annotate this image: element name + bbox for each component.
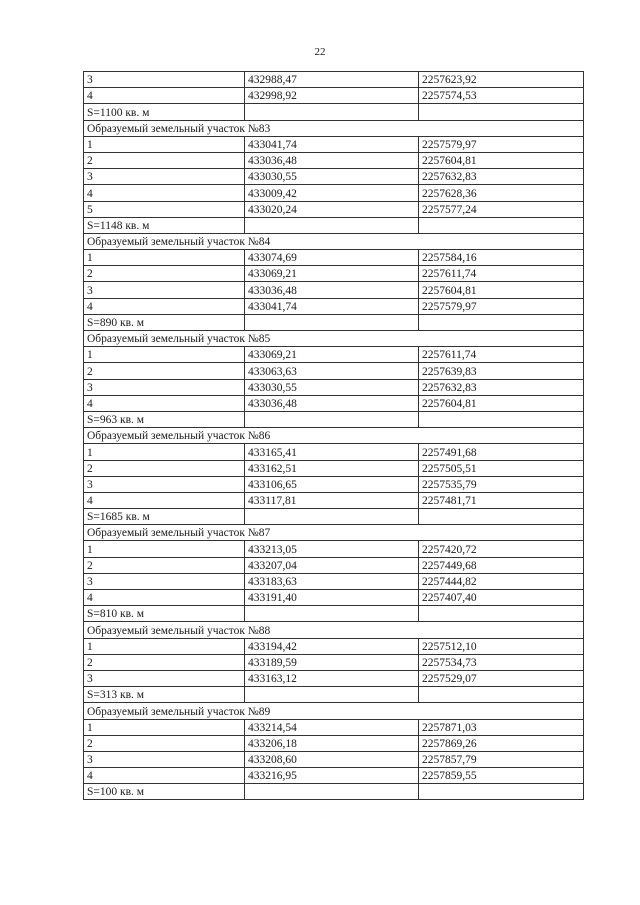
empty-cell bbox=[419, 606, 584, 622]
y-coordinate-cell: 2257444,82 bbox=[419, 573, 584, 589]
section-title-cell: Образуемый земельный участок №84 bbox=[84, 233, 584, 249]
point-row bbox=[84, 282, 584, 298]
point-number-cell: 5 bbox=[84, 201, 245, 217]
point-number-cell: 1 bbox=[84, 136, 245, 152]
y-coordinate-cell: 2257449,68 bbox=[419, 557, 584, 573]
area-row bbox=[84, 606, 584, 622]
x-coordinate-cell: 433036,48 bbox=[245, 282, 419, 298]
section-title-cell: Образуемый земельный участок №87 bbox=[84, 525, 584, 541]
x-coordinate-cell: 433214,54 bbox=[245, 719, 419, 735]
y-coordinate-cell: 2257420,72 bbox=[419, 541, 584, 557]
point-number-cell: 2 bbox=[84, 654, 245, 670]
point-row bbox=[84, 735, 584, 751]
point-row bbox=[84, 185, 584, 201]
point-row bbox=[84, 266, 584, 282]
y-coordinate-cell: 2257534,73 bbox=[419, 654, 584, 670]
section-header-row bbox=[84, 622, 584, 638]
area-row bbox=[84, 104, 584, 120]
y-coordinate-cell: 2257632,83 bbox=[419, 169, 584, 185]
point-row bbox=[84, 201, 584, 217]
area-row bbox=[84, 687, 584, 703]
y-coordinate-cell: 2257611,74 bbox=[419, 266, 584, 282]
point-number-cell: 3 bbox=[84, 670, 245, 686]
point-number-cell: 3 bbox=[84, 379, 245, 395]
point-row bbox=[84, 152, 584, 168]
point-row bbox=[84, 169, 584, 185]
y-coordinate-cell: 2257632,83 bbox=[419, 379, 584, 395]
area-cell: S=1685 кв. м bbox=[84, 509, 245, 525]
empty-cell bbox=[245, 606, 419, 622]
point-number-cell: 1 bbox=[84, 250, 245, 266]
x-coordinate-cell: 433213,05 bbox=[245, 541, 419, 557]
point-row bbox=[84, 590, 584, 606]
y-coordinate-cell: 2257535,79 bbox=[419, 476, 584, 492]
section-title-cell: Образуемый земельный участок №86 bbox=[84, 428, 584, 444]
point-number-cell: 2 bbox=[84, 735, 245, 751]
x-coordinate-cell: 433020,24 bbox=[245, 201, 419, 217]
y-coordinate-cell: 2257604,81 bbox=[419, 152, 584, 168]
empty-cell bbox=[419, 509, 584, 525]
section-header-row bbox=[84, 233, 584, 249]
point-row bbox=[84, 88, 584, 104]
section-header-row bbox=[84, 331, 584, 347]
point-number-cell: 4 bbox=[84, 395, 245, 411]
point-row bbox=[84, 768, 584, 784]
point-row bbox=[84, 638, 584, 654]
point-row bbox=[84, 654, 584, 670]
point-row bbox=[84, 476, 584, 492]
point-row bbox=[84, 72, 584, 88]
x-coordinate-cell: 433069,21 bbox=[245, 347, 419, 363]
area-cell: S=100 кв. м bbox=[84, 784, 245, 800]
point-number-cell: 4 bbox=[84, 492, 245, 508]
point-number-cell: 3 bbox=[84, 72, 245, 88]
empty-cell bbox=[245, 314, 419, 330]
empty-cell bbox=[245, 784, 419, 800]
x-coordinate-cell: 433165,41 bbox=[245, 444, 419, 460]
x-coordinate-cell: 433063,63 bbox=[245, 363, 419, 379]
point-number-cell: 2 bbox=[84, 460, 245, 476]
empty-cell bbox=[419, 104, 584, 120]
x-coordinate-cell: 433036,48 bbox=[245, 395, 419, 411]
coordinates-table bbox=[83, 71, 584, 800]
x-coordinate-cell: 433074,69 bbox=[245, 250, 419, 266]
y-coordinate-cell: 2257579,97 bbox=[419, 298, 584, 314]
point-number-cell: 3 bbox=[84, 282, 245, 298]
y-coordinate-cell: 2257407,40 bbox=[419, 590, 584, 606]
y-coordinate-cell: 2257623,92 bbox=[419, 72, 584, 88]
empty-cell bbox=[419, 687, 584, 703]
point-number-cell: 4 bbox=[84, 185, 245, 201]
y-coordinate-cell: 2257505,51 bbox=[419, 460, 584, 476]
x-coordinate-cell: 433163,12 bbox=[245, 670, 419, 686]
point-number-cell: 4 bbox=[84, 298, 245, 314]
section-title-cell: Образуемый земельный участок №88 bbox=[84, 622, 584, 638]
y-coordinate-cell: 2257577,24 bbox=[419, 201, 584, 217]
empty-cell bbox=[419, 411, 584, 427]
section-title-cell: Образуемый земельный участок №89 bbox=[84, 703, 584, 719]
x-coordinate-cell: 433041,74 bbox=[245, 136, 419, 152]
page-number: 22 bbox=[314, 46, 326, 58]
point-row bbox=[84, 363, 584, 379]
point-number-cell: 4 bbox=[84, 88, 245, 104]
point-row bbox=[84, 573, 584, 589]
empty-cell bbox=[245, 509, 419, 525]
point-row bbox=[84, 444, 584, 460]
y-coordinate-cell: 2257579,97 bbox=[419, 136, 584, 152]
point-row bbox=[84, 670, 584, 686]
point-row bbox=[84, 492, 584, 508]
y-coordinate-cell: 2257574,53 bbox=[419, 88, 584, 104]
x-coordinate-cell: 433106,65 bbox=[245, 476, 419, 492]
point-number-cell: 4 bbox=[84, 590, 245, 606]
y-coordinate-cell: 2257604,81 bbox=[419, 395, 584, 411]
y-coordinate-cell: 2257859,55 bbox=[419, 768, 584, 784]
point-number-cell: 1 bbox=[84, 719, 245, 735]
empty-cell bbox=[245, 411, 419, 427]
section-title-cell: Образуемый земельный участок №83 bbox=[84, 120, 584, 136]
x-coordinate-cell: 433162,51 bbox=[245, 460, 419, 476]
section-title-cell: Образуемый земельный участок №85 bbox=[84, 331, 584, 347]
y-coordinate-cell: 2257869,26 bbox=[419, 735, 584, 751]
x-coordinate-cell: 433194,42 bbox=[245, 638, 419, 654]
x-coordinate-cell: 433189,59 bbox=[245, 654, 419, 670]
point-number-cell: 4 bbox=[84, 768, 245, 784]
area-cell: S=1148 кв. м bbox=[84, 217, 245, 233]
point-number-cell: 2 bbox=[84, 363, 245, 379]
section-header-row bbox=[84, 428, 584, 444]
area-cell: S=963 кв. м bbox=[84, 411, 245, 427]
y-coordinate-cell: 2257639,83 bbox=[419, 363, 584, 379]
y-coordinate-cell: 2257604,81 bbox=[419, 282, 584, 298]
area-cell: S=1100 кв. м bbox=[84, 104, 245, 120]
empty-cell bbox=[419, 314, 584, 330]
x-coordinate-cell: 433009,42 bbox=[245, 185, 419, 201]
y-coordinate-cell: 2257481,71 bbox=[419, 492, 584, 508]
y-coordinate-cell: 2257512,10 bbox=[419, 638, 584, 654]
x-coordinate-cell: 433041,74 bbox=[245, 298, 419, 314]
point-number-cell: 1 bbox=[84, 444, 245, 460]
area-row bbox=[84, 217, 584, 233]
x-coordinate-cell: 433030,55 bbox=[245, 169, 419, 185]
point-row bbox=[84, 379, 584, 395]
y-coordinate-cell: 2257529,07 bbox=[419, 670, 584, 686]
section-header-row bbox=[84, 525, 584, 541]
point-number-cell: 1 bbox=[84, 638, 245, 654]
empty-cell bbox=[419, 217, 584, 233]
point-number-cell: 1 bbox=[84, 347, 245, 363]
x-coordinate-cell: 432998,92 bbox=[245, 88, 419, 104]
y-coordinate-cell: 2257628,36 bbox=[419, 185, 584, 201]
point-row bbox=[84, 395, 584, 411]
point-row bbox=[84, 541, 584, 557]
x-coordinate-cell: 433208,60 bbox=[245, 751, 419, 767]
y-coordinate-cell: 2257584,16 bbox=[419, 250, 584, 266]
point-number-cell: 1 bbox=[84, 541, 245, 557]
point-row bbox=[84, 250, 584, 266]
point-row bbox=[84, 460, 584, 476]
point-row bbox=[84, 719, 584, 735]
section-header-row bbox=[84, 703, 584, 719]
area-cell: S=890 кв. м bbox=[84, 314, 245, 330]
coordinates-table-body bbox=[84, 72, 584, 800]
point-number-cell: 3 bbox=[84, 751, 245, 767]
x-coordinate-cell: 433207,04 bbox=[245, 557, 419, 573]
x-coordinate-cell: 433036,48 bbox=[245, 152, 419, 168]
x-coordinate-cell: 433216,95 bbox=[245, 768, 419, 784]
x-coordinate-cell: 433183,63 bbox=[245, 573, 419, 589]
empty-cell bbox=[419, 784, 584, 800]
empty-cell bbox=[245, 687, 419, 703]
point-row bbox=[84, 751, 584, 767]
x-coordinate-cell: 432988,47 bbox=[245, 72, 419, 88]
point-number-cell: 3 bbox=[84, 573, 245, 589]
area-row bbox=[84, 314, 584, 330]
point-number-cell: 2 bbox=[84, 266, 245, 282]
section-header-row bbox=[84, 120, 584, 136]
x-coordinate-cell: 433069,21 bbox=[245, 266, 419, 282]
point-number-cell: 3 bbox=[84, 169, 245, 185]
empty-cell bbox=[245, 217, 419, 233]
area-row bbox=[84, 509, 584, 525]
point-row bbox=[84, 298, 584, 314]
area-cell: S=313 кв. м bbox=[84, 687, 245, 703]
y-coordinate-cell: 2257857,79 bbox=[419, 751, 584, 767]
x-coordinate-cell: 433030,55 bbox=[245, 379, 419, 395]
point-number-cell: 3 bbox=[84, 476, 245, 492]
point-row bbox=[84, 557, 584, 573]
empty-cell bbox=[245, 104, 419, 120]
area-row bbox=[84, 411, 584, 427]
x-coordinate-cell: 433191,40 bbox=[245, 590, 419, 606]
point-number-cell: 2 bbox=[84, 152, 245, 168]
area-cell: S=810 кв. м bbox=[84, 606, 245, 622]
y-coordinate-cell: 2257611,74 bbox=[419, 347, 584, 363]
point-number-cell: 2 bbox=[84, 557, 245, 573]
point-row bbox=[84, 347, 584, 363]
point-row bbox=[84, 136, 584, 152]
y-coordinate-cell: 2257871,03 bbox=[419, 719, 584, 735]
y-coordinate-cell: 2257491,68 bbox=[419, 444, 584, 460]
x-coordinate-cell: 433206,18 bbox=[245, 735, 419, 751]
x-coordinate-cell: 433117,81 bbox=[245, 492, 419, 508]
area-row bbox=[84, 784, 584, 800]
